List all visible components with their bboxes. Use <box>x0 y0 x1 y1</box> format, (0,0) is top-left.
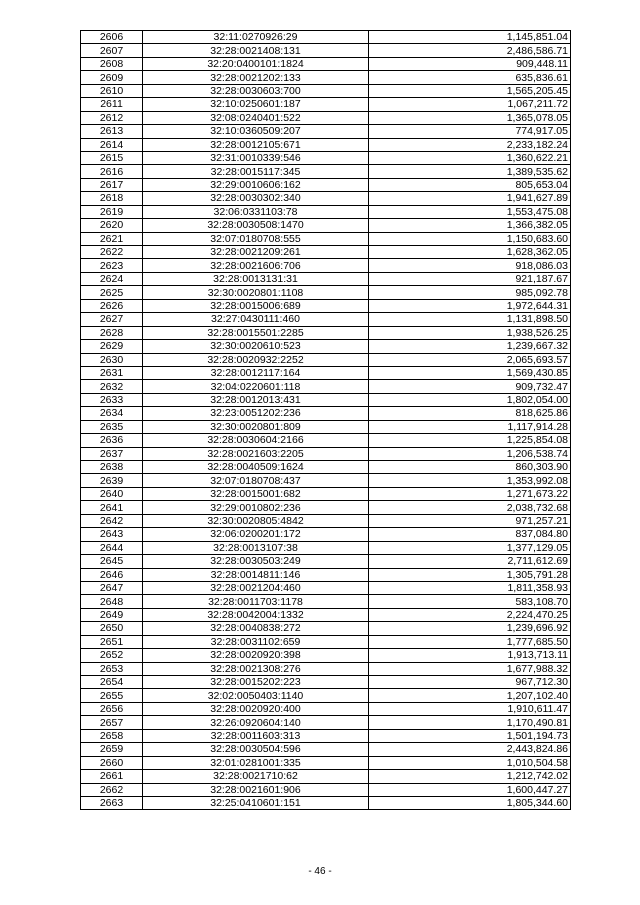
cadastral-number-cell: 32:06:0200201:172 <box>143 528 369 541</box>
value-cell: 985,092.78 <box>369 286 571 299</box>
row-number-cell: 2639 <box>81 474 143 487</box>
row-number-cell: 2624 <box>81 272 143 285</box>
row-number-cell: 2658 <box>81 729 143 742</box>
row-number-cell: 2633 <box>81 393 143 406</box>
row-number-cell: 2649 <box>81 608 143 621</box>
cadastral-number-cell: 32:29:0010802:236 <box>143 501 369 514</box>
value-cell: 1,206,538.74 <box>369 447 571 460</box>
cadastral-number-cell: 32:11:0270926:29 <box>143 31 369 44</box>
cadastral-number-cell: 32:28:0012013:431 <box>143 393 369 406</box>
cadastral-number-cell: 32:29:0010606:162 <box>143 178 369 191</box>
value-cell: 1,377,129.05 <box>369 541 571 554</box>
cadastral-number-cell: 32:28:0042004:1332 <box>143 608 369 621</box>
table-row <box>81 783 571 796</box>
table-row <box>81 447 571 460</box>
cadastral-number-cell: 32:28:0031102:659 <box>143 635 369 648</box>
table-row <box>81 474 571 487</box>
row-number-cell: 2663 <box>81 796 143 809</box>
cadastral-number-cell: 32:28:0015001:682 <box>143 487 369 500</box>
cadastral-number-cell: 32:28:0040838:272 <box>143 622 369 635</box>
cadastral-number-cell: 32:01:0281001:335 <box>143 756 369 769</box>
row-number-cell: 2642 <box>81 514 143 527</box>
table-row <box>81 756 571 769</box>
cadastral-number-cell: 32:10:0360509:207 <box>143 125 369 138</box>
value-cell: 1,565,205.45 <box>369 84 571 97</box>
cadastral-number-cell: 32:28:0012105:671 <box>143 138 369 151</box>
value-cell: 2,233,182.24 <box>369 138 571 151</box>
value-cell: 837,084.80 <box>369 528 571 541</box>
table-row <box>81 461 571 474</box>
row-number-cell: 2621 <box>81 232 143 245</box>
row-number-cell: 2647 <box>81 581 143 594</box>
cadastral-number-cell: 32:28:0020932:2252 <box>143 353 369 366</box>
table-row <box>81 340 571 353</box>
cadastral-number-cell: 32:28:0030302:340 <box>143 192 369 205</box>
value-cell: 1,239,696.92 <box>369 622 571 635</box>
row-number-cell: 2607 <box>81 44 143 57</box>
value-cell: 1,972,644.31 <box>369 299 571 312</box>
cadastral-number-cell: 32:28:0013131:31 <box>143 272 369 285</box>
page-number: - 46 - <box>308 866 332 877</box>
table-row <box>81 98 571 111</box>
value-cell: 1,553,475.08 <box>369 205 571 218</box>
value-cell: 583,108.70 <box>369 595 571 608</box>
value-cell: 635,836.61 <box>369 71 571 84</box>
value-cell: 909,448.11 <box>369 57 571 70</box>
table-row <box>81 111 571 124</box>
row-number-cell: 2629 <box>81 340 143 353</box>
cadastral-number-cell: 32:28:0020920:400 <box>143 702 369 715</box>
table-row <box>81 232 571 245</box>
table-row <box>81 743 571 756</box>
value-cell: 1,131,898.50 <box>369 313 571 326</box>
table-row <box>81 205 571 218</box>
row-number-cell: 2650 <box>81 622 143 635</box>
table-row <box>81 259 571 272</box>
value-cell: 1,777,685.50 <box>369 635 571 648</box>
value-cell: 1,677,988.32 <box>369 662 571 675</box>
cadastral-number-cell: 32:28:0021606:706 <box>143 259 369 272</box>
cadastral-number-cell: 32:28:0021408:131 <box>143 44 369 57</box>
cadastral-number-cell: 32:30:0020610:523 <box>143 340 369 353</box>
row-number-cell: 2614 <box>81 138 143 151</box>
row-number-cell: 2613 <box>81 125 143 138</box>
value-cell: 1,938,526.25 <box>369 326 571 339</box>
row-number-cell: 2636 <box>81 434 143 447</box>
row-number-cell: 2637 <box>81 447 143 460</box>
table-row <box>81 689 571 702</box>
row-number-cell: 2643 <box>81 528 143 541</box>
row-number-cell: 2640 <box>81 487 143 500</box>
table-row <box>81 528 571 541</box>
value-cell: 2,443,824.86 <box>369 743 571 756</box>
table-row <box>81 366 571 379</box>
cadastral-number-cell: 32:28:0021710:62 <box>143 770 369 783</box>
row-number-cell: 2652 <box>81 649 143 662</box>
cadastral-number-cell: 32:28:0015117:345 <box>143 165 369 178</box>
value-cell: 1,628,362.05 <box>369 246 571 259</box>
cadastral-number-cell: 32:07:0180708:555 <box>143 232 369 245</box>
row-number-cell: 2638 <box>81 461 143 474</box>
value-cell: 1,207,102.40 <box>369 689 571 702</box>
row-number-cell: 2644 <box>81 541 143 554</box>
table-row <box>81 501 571 514</box>
row-number-cell: 2657 <box>81 716 143 729</box>
cadastral-number-cell: 32:26:0920604:140 <box>143 716 369 729</box>
row-number-cell: 2619 <box>81 205 143 218</box>
table-row <box>81 595 571 608</box>
row-number-cell: 2648 <box>81 595 143 608</box>
row-number-cell: 2654 <box>81 676 143 689</box>
row-number-cell: 2653 <box>81 662 143 675</box>
table-row <box>81 353 571 366</box>
row-number-cell: 2635 <box>81 420 143 433</box>
value-cell: 1,360,622.21 <box>369 151 571 164</box>
cadastral-number-cell: 32:07:0180708:437 <box>143 474 369 487</box>
cadastral-number-cell: 32:28:0021308:276 <box>143 662 369 675</box>
value-cell: 921,187.67 <box>369 272 571 285</box>
row-number-cell: 2625 <box>81 286 143 299</box>
value-cell: 971,257.21 <box>369 514 571 527</box>
value-cell: 1,365,078.05 <box>369 111 571 124</box>
cadastral-number-cell: 32:27:0430111:460 <box>143 313 369 326</box>
table-row <box>81 165 571 178</box>
table-row <box>81 138 571 151</box>
cadastral-number-cell: 32:04:0220601:118 <box>143 380 369 393</box>
value-cell: 2,224,470.25 <box>369 608 571 621</box>
cadastral-number-cell: 32:28:0021603:2205 <box>143 447 369 460</box>
value-cell: 967,712.30 <box>369 676 571 689</box>
table-row <box>81 57 571 70</box>
table-row <box>81 44 571 57</box>
table-row <box>81 514 571 527</box>
cadastral-number-cell: 32:28:0021601:906 <box>143 783 369 796</box>
cadastral-number-cell: 32:28:0013107:38 <box>143 541 369 554</box>
cadastral-number-cell: 32:28:0015006:689 <box>143 299 369 312</box>
row-number-cell: 2634 <box>81 407 143 420</box>
table-row <box>81 796 571 809</box>
value-cell: 1,305,791.28 <box>369 568 571 581</box>
value-cell: 1,150,683.60 <box>369 232 571 245</box>
table-row <box>81 568 571 581</box>
cadastral-number-cell: 32:28:0011703:1178 <box>143 595 369 608</box>
table-row <box>81 71 571 84</box>
value-cell: 2,486,586.71 <box>369 44 571 57</box>
table-row <box>81 608 571 621</box>
value-cell: 1,366,382.05 <box>369 219 571 232</box>
table-row <box>81 662 571 675</box>
value-cell: 1,501,194.73 <box>369 729 571 742</box>
value-cell: 1,212,742.02 <box>369 770 571 783</box>
value-cell: 1,239,667.32 <box>369 340 571 353</box>
cadastral-number-cell: 32:10:0250601:187 <box>143 98 369 111</box>
table-row <box>81 716 571 729</box>
table-row <box>81 380 571 393</box>
table-row <box>81 729 571 742</box>
cadastral-number-cell: 32:28:0021204:460 <box>143 581 369 594</box>
row-number-cell: 2622 <box>81 246 143 259</box>
value-cell: 1,145,851.04 <box>369 31 571 44</box>
table-row <box>81 326 571 339</box>
value-cell: 1,805,344.60 <box>369 796 571 809</box>
table-row <box>81 555 571 568</box>
table-row <box>81 219 571 232</box>
cadastral-number-cell: 32:06:0331103:78 <box>143 205 369 218</box>
table-row <box>81 487 571 500</box>
cadastral-number-cell: 32:28:0030504:596 <box>143 743 369 756</box>
row-number-cell: 2627 <box>81 313 143 326</box>
value-cell: 1,067,211.72 <box>369 98 571 111</box>
value-cell: 1,811,358.93 <box>369 581 571 594</box>
cadastral-number-cell: 32:20:0400101:1824 <box>143 57 369 70</box>
row-number-cell: 2651 <box>81 635 143 648</box>
row-number-cell: 2615 <box>81 151 143 164</box>
row-number-cell: 2655 <box>81 689 143 702</box>
table-row <box>81 393 571 406</box>
value-cell: 1,910,611.47 <box>369 702 571 715</box>
value-cell: 1,913,713.11 <box>369 649 571 662</box>
cadastral-value-table <box>80 30 571 810</box>
row-number-cell: 2609 <box>81 71 143 84</box>
cadastral-number-cell: 32:28:0015501:2285 <box>143 326 369 339</box>
cadastral-number-cell: 32:08:0240401:522 <box>143 111 369 124</box>
table-row <box>81 541 571 554</box>
value-cell: 818,625.86 <box>369 407 571 420</box>
table-row <box>81 151 571 164</box>
cadastral-number-cell: 32:28:0011603:313 <box>143 729 369 742</box>
value-cell: 1,353,992.08 <box>369 474 571 487</box>
table-row <box>81 286 571 299</box>
cadastral-number-cell: 32:31:0010339:546 <box>143 151 369 164</box>
row-number-cell: 2617 <box>81 178 143 191</box>
value-cell: 1,010,504.58 <box>369 756 571 769</box>
cadastral-number-cell: 32:30:0020805:4842 <box>143 514 369 527</box>
row-number-cell: 2608 <box>81 57 143 70</box>
value-cell: 1,389,535.62 <box>369 165 571 178</box>
value-cell: 1,569,430.85 <box>369 366 571 379</box>
row-number-cell: 2656 <box>81 702 143 715</box>
cadastral-number-cell: 32:28:0040509:1624 <box>143 461 369 474</box>
cadastral-number-cell: 32:28:0012117:164 <box>143 366 369 379</box>
table-row <box>81 676 571 689</box>
table-row <box>81 407 571 420</box>
cadastral-number-cell: 32:28:0014811:146 <box>143 568 369 581</box>
row-number-cell: 2631 <box>81 366 143 379</box>
value-cell: 1,170,490.81 <box>369 716 571 729</box>
value-cell: 1,600,447.27 <box>369 783 571 796</box>
value-cell: 2,065,693.57 <box>369 353 571 366</box>
table-row <box>81 84 571 97</box>
row-number-cell: 2611 <box>81 98 143 111</box>
cadastral-number-cell: 32:28:0020920:398 <box>143 649 369 662</box>
value-cell: 1,117,914.28 <box>369 420 571 433</box>
row-number-cell: 2659 <box>81 743 143 756</box>
row-number-cell: 2606 <box>81 31 143 44</box>
row-number-cell: 2620 <box>81 219 143 232</box>
table-row <box>81 31 571 44</box>
cadastral-number-cell: 32:25:0410601:151 <box>143 796 369 809</box>
table-row <box>81 178 571 191</box>
row-number-cell: 2616 <box>81 165 143 178</box>
table-row <box>81 272 571 285</box>
cadastral-number-cell: 32:28:0015202:223 <box>143 676 369 689</box>
cadastral-number-cell: 32:23:0051202:236 <box>143 407 369 420</box>
table-row <box>81 622 571 635</box>
table-row <box>81 581 571 594</box>
table-row <box>81 125 571 138</box>
row-number-cell: 2628 <box>81 326 143 339</box>
row-number-cell: 2630 <box>81 353 143 366</box>
row-number-cell: 2645 <box>81 555 143 568</box>
table-row <box>81 246 571 259</box>
table-row <box>81 702 571 715</box>
cadastral-number-cell: 32:28:0030604:2166 <box>143 434 369 447</box>
value-cell: 918,086.03 <box>369 259 571 272</box>
row-number-cell: 2612 <box>81 111 143 124</box>
cadastral-number-cell: 32:28:0030508:1470 <box>143 219 369 232</box>
value-cell: 2,711,612.69 <box>369 555 571 568</box>
cadastral-number-cell: 32:28:0030603:700 <box>143 84 369 97</box>
table-body <box>81 31 571 810</box>
row-number-cell: 2632 <box>81 380 143 393</box>
row-number-cell: 2610 <box>81 84 143 97</box>
table-row <box>81 420 571 433</box>
value-cell: 1,271,673.22 <box>369 487 571 500</box>
table-row <box>81 313 571 326</box>
value-cell: 909,732.47 <box>369 380 571 393</box>
row-number-cell: 2623 <box>81 259 143 272</box>
cadastral-number-cell: 32:28:0021209:261 <box>143 246 369 259</box>
value-cell: 1,225,854.08 <box>369 434 571 447</box>
value-cell: 1,802,054.00 <box>369 393 571 406</box>
cadastral-number-cell: 32:02:0050403:1140 <box>143 689 369 702</box>
table-row <box>81 192 571 205</box>
value-cell: 1,941,627.89 <box>369 192 571 205</box>
row-number-cell: 2661 <box>81 770 143 783</box>
table-row <box>81 299 571 312</box>
row-number-cell: 2626 <box>81 299 143 312</box>
cadastral-number-cell: 32:30:0020801:1108 <box>143 286 369 299</box>
cadastral-number-cell: 32:30:0020801:809 <box>143 420 369 433</box>
cadastral-number-cell: 32:28:0030503:249 <box>143 555 369 568</box>
row-number-cell: 2662 <box>81 783 143 796</box>
table-row <box>81 635 571 648</box>
row-number-cell: 2641 <box>81 501 143 514</box>
value-cell: 860,303.90 <box>369 461 571 474</box>
table-row <box>81 434 571 447</box>
cadastral-number-cell: 32:28:0021202:133 <box>143 71 369 84</box>
row-number-cell: 2618 <box>81 192 143 205</box>
value-cell: 805,653.04 <box>369 178 571 191</box>
value-cell: 774,917.05 <box>369 125 571 138</box>
table-row <box>81 770 571 783</box>
table-row <box>81 649 571 662</box>
row-number-cell: 2660 <box>81 756 143 769</box>
row-number-cell: 2646 <box>81 568 143 581</box>
value-cell: 2,038,732.68 <box>369 501 571 514</box>
